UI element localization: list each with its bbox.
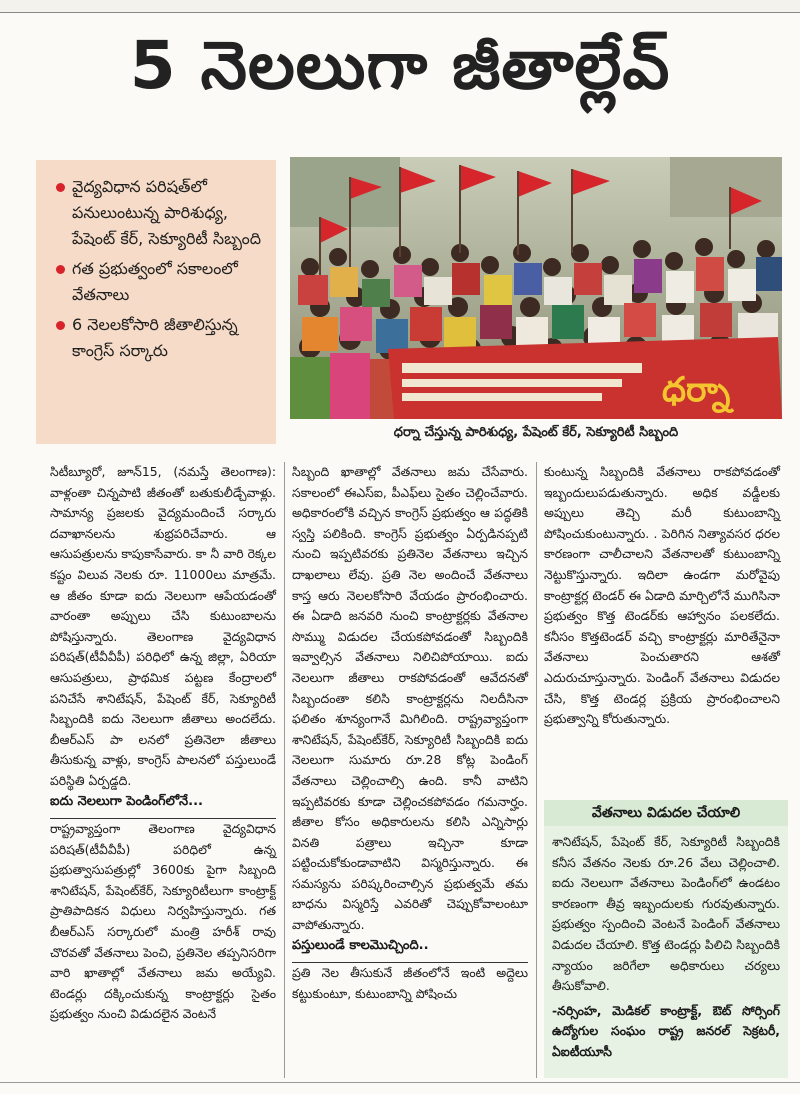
highlight-item bbox=[56, 256, 266, 308]
article-paragraph: కుంటున్న సిబ్బందికి వేతనాలు రాకపోవడంతో ఇబ్బందులుపడుతున్నారు. అధిక వడ్డీలకు అప్పులు తెచ్చి మరీ కుటుంబాన్ని పోషించుకుంటున్నారు. . పెరిగిన నిత్యావసర ధరల కారణంగా చాలీచాలని వేతనాలతో కుటుంబాన్ని నెట్టుకొస్తున్నారు. ఇదిలా ఉండగా మరోవైపు కాంట్రాక్టర్ల టెండర్ ఈ ఏడాది మార్చిలోనే ముగిసినా ప్రభుత్వం కొత్త టెండర్‌కు ఆహ్వానం పలకలేదు. కనీసం కొత్తటెండర్ వచ్చి కాంట్రాక్టర్లు మారితేనైనా వేతనాలు పెంచుతారని ఆశతో ఎదురుచూస్తున్నారు. పెండింగ్ వేతనాలు విడుదల చేసి, కొత్త టెండర్ల ప్రక్రియ ప్రారంభించాలని ప్రభుత్వాన్ని కోరుతున్నారు. bbox=[544, 464, 780, 727]
previous-page-strip bbox=[0, 0, 800, 13]
article-column-2 bbox=[292, 462, 528, 1004]
highlights-box bbox=[36, 160, 276, 444]
protest-photo-illustration bbox=[290, 157, 782, 419]
article-paragraph: సిబ్బంది ఖాతాల్లో వేతనాలు జమ చేసేవారు. సకాలంలో ఈఎస్ఐ, పీఎఫ్‌లు సైతం చెల్లించేవారు. అధికారంలోకి వచ్చిన కాంగ్రెస్ ప్రభుత్వం ఆ పద్ధతికి స్వస్తి పలికింది. కాంగ్రెస్ ప్రభుత్వం ఏర్పడినప్పటి నుంచి ఇప్పటివరకు ప్రతినెల వేతనాలు ఇచ్చిన దాఖలాలు లేవు. ప్రతి నెల అందించే వేతనాలు కాస్త ఆరు నెలలకోసారి వేయడం ప్రారంభించారు. ఈ ఏడాది జనవరి నుంచి కాంట్రాక్టర్లకు వేతనాల సొమ్ము విడుదల చేయకపోవడంతో సిబ్బందికి ఇవ్వాల్సిన వేతనాలు నిలిచిపోయాయి. ఐదు నెలలుగా జీతాలు రాకపోవడంతో ఆవేదనతో సిబ్బందంతా కలిసి కాంట్రాక్టర్లను నిలదీసినా ఫలితం శూన్యంగానే మిగిలింది. రాష్ట్రవ్యాప్తంగా శానిటేషన్, పేషెంట్‌కేర్, సెక్యూరిటీ సిబ్బందికి ఐదు నెలలుగా సుమారు రూ.28 కోట్ల పెండింగ్ వేతనాలు చెల్లించాల్సి ఉంది. కానీ వాటిని ఇప్పటివరకు కూడా చెల్లించకపోవడం గమనార్హం. జీతాల కోసం అధికారులను కలిసి ఎన్నిసార్లు వినతి పత్రాలు ఇచ్చినా కూడా పట్టించుకోకుండావాటిని విస్మరిస్తున్నారు. ఈ సమస్యను పరిష్కరించాల్సిన ప్రభుత్వమే తమ బాధను విస్మరిస్తే ఎవరితో చెప్పుకోవాలంటూ వాపోతున్నారు. bbox=[292, 464, 528, 933]
article-column-1 bbox=[50, 462, 276, 1025]
highlight-item bbox=[56, 312, 266, 364]
headline: 5 నెలలుగా జీతాల్లేవ్ bbox=[129, 27, 671, 104]
highlight-item bbox=[56, 174, 266, 252]
bullet-dot-icon bbox=[56, 265, 65, 274]
article-paragraph: రాష్ట్రవ్యాప్తంగా తెలంగాణ వైద్యవిధాన పరిషత్(టీవీవీపీ) పరిధిలో ఉన్న ప్రభుత్వాసుపత్రుల్లో 3600కు పైగా సిబ్బంది శానిటేషన్, పేషెంట్‌కేర్, సెక్యూరిటీలుగా కాంట్రాక్ట్ ప్రాతిపాదికన విధులు నిర్వహిస్తున్నారు. గత బీఆర్ఎస్ సర్కారులో మంత్రి హరీశ్ రావు చొరవతో వేతనాలు పెంచి, ప్రతినెల తప్పనిసరిగా వారి ఖాతాల్లో వేతనాలు జమ అయ్యేవి. టెండర్లు దక్కించుకున్న కాంట్రాక్టర్లు సైతం ప్రభుత్వం నుంచి విడుదలైన వెంటనే bbox=[50, 821, 276, 1022]
article-paragraph: ప్రతి నెల తీసుకునే జీతంలోనే ఇంటి అద్దెలు కట్టుకుంటూ, కుటుంబాన్ని పోషించు bbox=[292, 965, 528, 1001]
highlight-text: 6 నెలలకోసారి జీతాలిస్తున్న కాంగ్రెస్ సర్కారు bbox=[72, 315, 238, 360]
highlight-text: వైద్యవిధాన పరిషత్‌లో పనులుంటున్న పారిశుధ్య, పేషెంట్ కేర్, సెక్యూరిటీ సిబ్బంది bbox=[72, 177, 261, 248]
article-subhead: ఐదు నెలలుగా పెండింగ్‌లోనే... bbox=[50, 792, 276, 820]
sidebar-box-title: వేతనాలు విడుదల చేయాలి bbox=[544, 800, 788, 826]
article-column-3 bbox=[544, 462, 780, 730]
sidebar-box-signature: -నర్సింహ, మెడికల్ కాంట్రాక్ట్, ఔట్ సోర్సింగ్ ఉద్యోగుల సంఘం రాష్ట్ర జనరల్ సెక్రటరీ, ఏఐటీయూసీ bbox=[552, 1002, 780, 1059]
article-paragraph: సిటీబ్యూరో, జూన్15, (నమస్తే తెలంగాణ): వాళ్లంతా చిన్నపాటి జీతంతో బతుకులీడ్చేవాళ్లు. సామాన్య ప్రజలకు వైద్యమందించే సర్కారు దవాఖానలను శుభ్రపరిచేవారు. ఆ ఆసుపత్రులను కాపుకాసేవారు. కా నీ వారి రెక్కల కష్టం విలువ నెలకు రూ. 11000లు మాత్రమే. ఆ జీతం కూడా ఐదు నెలలుగా ఆపేయడంతో వారంతా అప్పులు చేసి కుటుంబాలను పోషిస్తున్నారు. తెలంగాణ వైద్యవిధాన పరిషత్(టీవీవీపీ) పరిధిలో ఉన్న జిల్లా, ఏరియా ఆసుపత్రులు, ప్రాథమిక పట్టణ కేంద్రాలలో పనిచేసే శానిటేషన్, పేషెంట్ కేర్, సెక్యూరిటీ సిబ్బందికి ఐదు నెలలుగా జీతాలు అందలేదు. బీఆర్ఎస్ పా లనలో ప్రతినెలా జీతాలు తీసుకున్న వాళ్లు, కాంగ్రెస్ పాలనలో పస్తులుండే పరిస్థితి ఏర్పడ్డది. bbox=[50, 464, 276, 788]
column-divider bbox=[536, 462, 537, 1078]
bullet-dot-icon bbox=[56, 321, 65, 330]
article-subhead: పస్తులుండే కాలమొచ్చింది.. bbox=[292, 936, 528, 964]
bottom-rule bbox=[0, 1082, 800, 1083]
protest-photo bbox=[290, 157, 782, 419]
bullet-dot-icon bbox=[56, 183, 65, 192]
sidebar-box bbox=[544, 826, 788, 1078]
column-divider bbox=[284, 462, 285, 1078]
photo-caption: ధర్నా చేస్తున్న పారిశుధ్య, పేషెంట్ కేర్, సెక్యూరిటీ సిబ్బంది bbox=[393, 425, 679, 440]
highlight-text: గత ప్రభుత్వంలో సకాలంలో వేతనాలు bbox=[72, 259, 238, 304]
banner-text: ధర్నా bbox=[662, 370, 731, 410]
sidebar-box-body: శానిటేషన్, పేషెంట్ కేర్, సెక్యూరిటీ సిబ్బందికి కనీస వేతనం నెలకు రూ.26 వేలు చెల్లించాలి. ఐదు నెలలుగా వేతనాలు పెండింగ్‌లో ఉండటం కారణంగా తీవ్ర ఇబ్బందులకు గురవుతున్నారు. ప్రభుత్వం స్పందించి వెంటనే పెండింగ్ వేతనాలు విడుదల చేయాలి. కొత్త టెండర్లు పిలిచి సిబ్బందికి న్యాయం జరిగేలా అధికారులు చర్యలు తీసుకోవాలి. bbox=[552, 834, 780, 994]
